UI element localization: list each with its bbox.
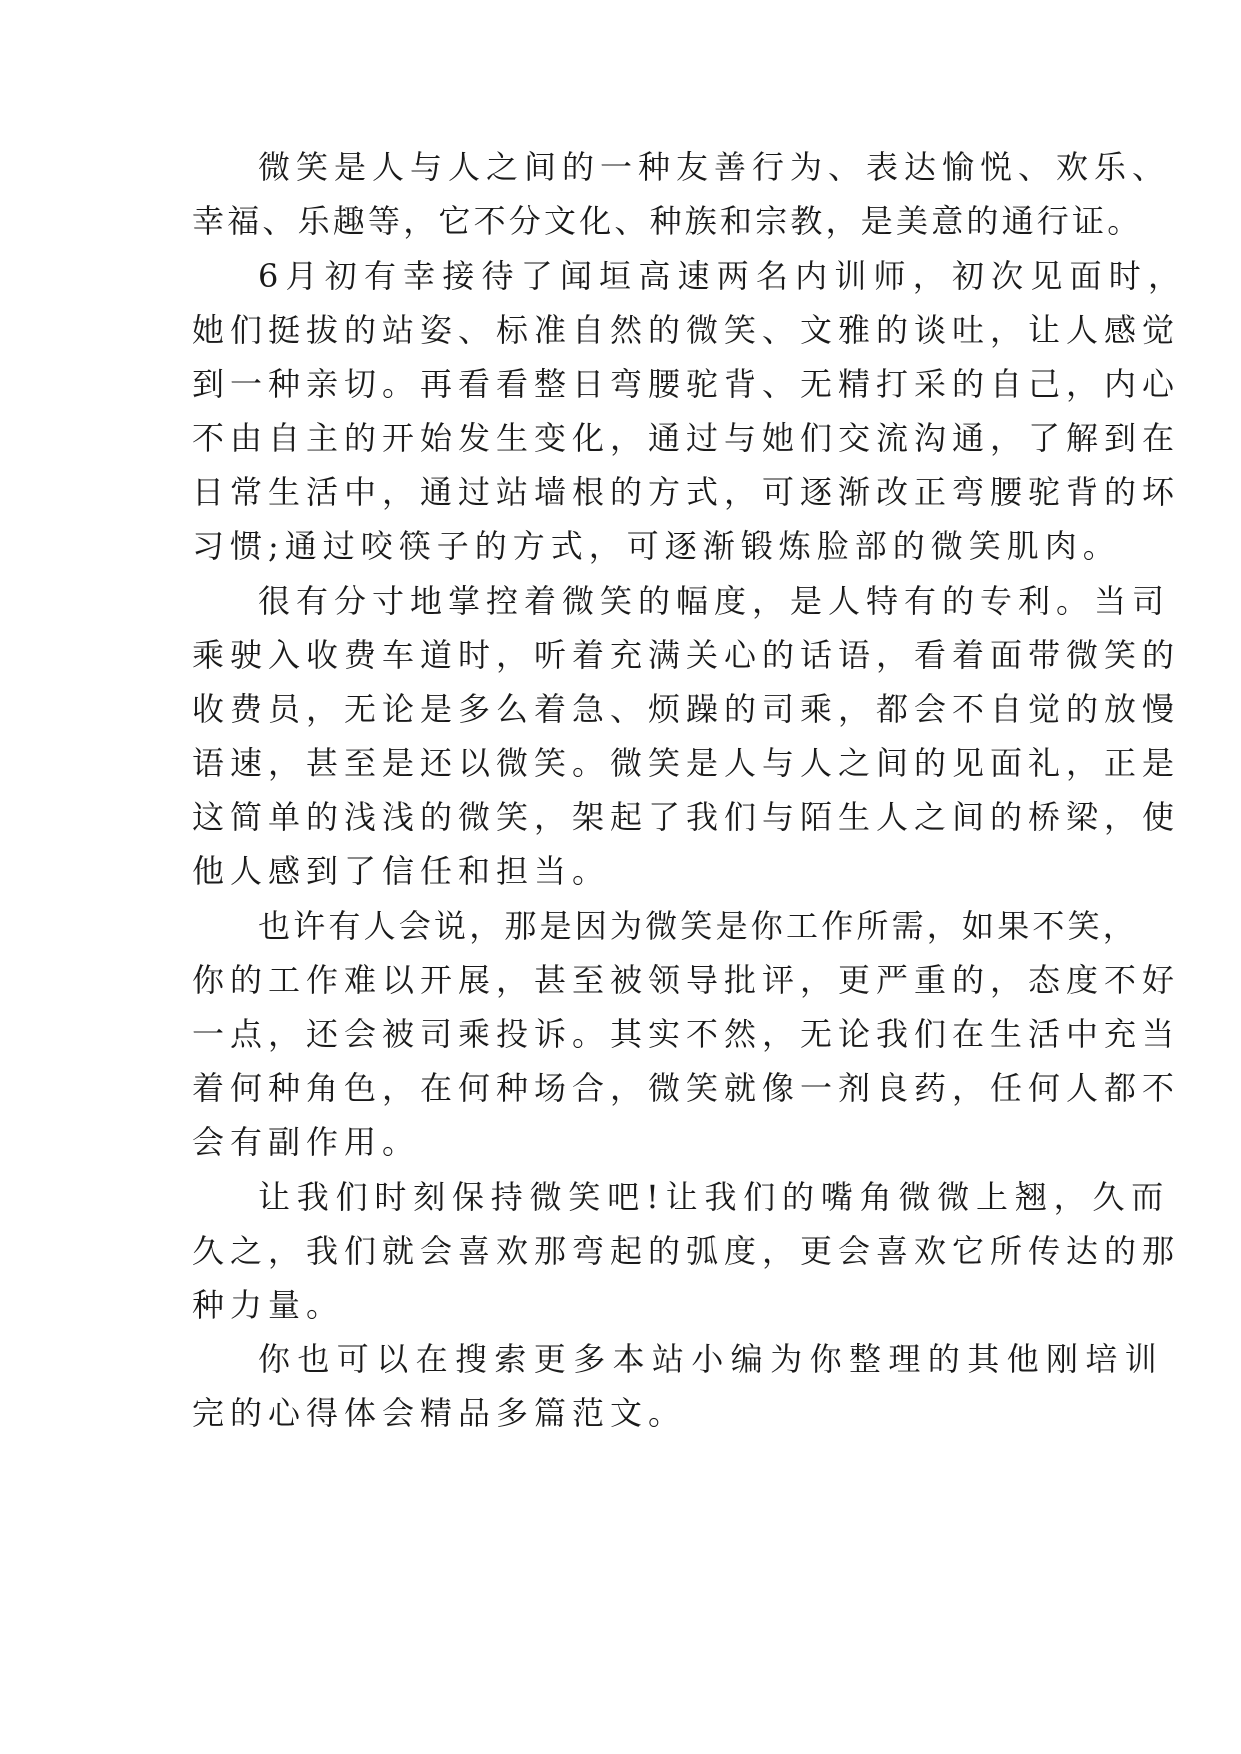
paragraph-3-line-3: 收费员，无论是多么着急、烦躁的司乘，都会不自觉的放慢 (192, 690, 1181, 728)
paragraph-4-line-5: 会有副作用。 (192, 1123, 421, 1161)
paragraph-2-line-3: 到一种亲切。再看看整日弯腰驼背、无精打采的自己，内心 (192, 365, 1181, 403)
paragraph-5-line-3: 种力量。 (192, 1286, 345, 1324)
paragraph-6-line-1: 你也可以在搜索更多本站小编为你整理的其他刚培训 (258, 1340, 1165, 1378)
paragraph-3-line-1: 很有分寸地掌控着微笑的幅度，是人特有的专利。当司 (258, 582, 1171, 620)
paragraph-4-line-4: 着何种角色，在何种场合，微笑就像一剂良药，任何人都不 (192, 1069, 1181, 1107)
paragraph-3-line-2: 乘驶入收费车道时，听着充满关心的话语，看着面带微笑的 (192, 636, 1181, 674)
paragraph-2-line-6: 习惯;通过咬筷子的方式，可逐渐锻炼脸部的微笑肌肉。 (192, 527, 1121, 565)
paragraph-3-line-5: 这简单的浅浅的微笑，架起了我们与陌生人之间的桥梁，使 (192, 798, 1181, 836)
paragraph-1-line-2: 幸福、乐趣等，它不分文化、种族和宗教，是美意的通行证。 (192, 202, 1143, 240)
paragraph-4-line-1: 也许有人会说，那是因为微笑是你工作所需，如果不笑， (258, 907, 1139, 945)
paragraph-5-line-2: 久之，我们就会喜欢那弯起的弧度，更会喜欢它所传达的那 (192, 1232, 1181, 1270)
paragraph-3-line-4: 语速，甚至是还以微笑。微笑是人与人之间的见面礼，正是 (192, 744, 1181, 782)
paragraph-3-line-6: 他人感到了信任和担当。 (192, 852, 611, 890)
paragraph-6-line-2: 完的心得体会精品多篇范文。 (192, 1394, 687, 1432)
paragraph-2-line-5: 日常生活中，通过站墙根的方式，可逐渐改正弯腰驼背的坏 (192, 473, 1181, 511)
paragraph-4-line-3: 一点，还会被司乘投诉。其实不然，无论我们在生活中充当 (192, 1015, 1181, 1053)
paragraph-2-line-2: 她们挺拔的站姿、标准自然的微笑、文雅的谈吐，让人感觉 (192, 311, 1181, 349)
paragraph-1-line-1: 微笑是人与人之间的一种友善行为、表达愉悦、欢乐、 (258, 148, 1171, 186)
paragraph-2-line-4: 不由自主的开始发生变化，通过与她们交流沟通，了解到在 (192, 419, 1181, 457)
paragraph-2-line-1: 6月初有幸接待了闻垣高速两名内训师，初次见面时， (258, 257, 1188, 295)
paragraph-4-line-2: 你的工作难以开展，甚至被领导批评，更严重的，态度不好 (192, 961, 1181, 999)
paragraph-5-line-1: 让我们时刻保持微笑吧!让我们的嘴角微微上翘，久而 (258, 1178, 1171, 1216)
